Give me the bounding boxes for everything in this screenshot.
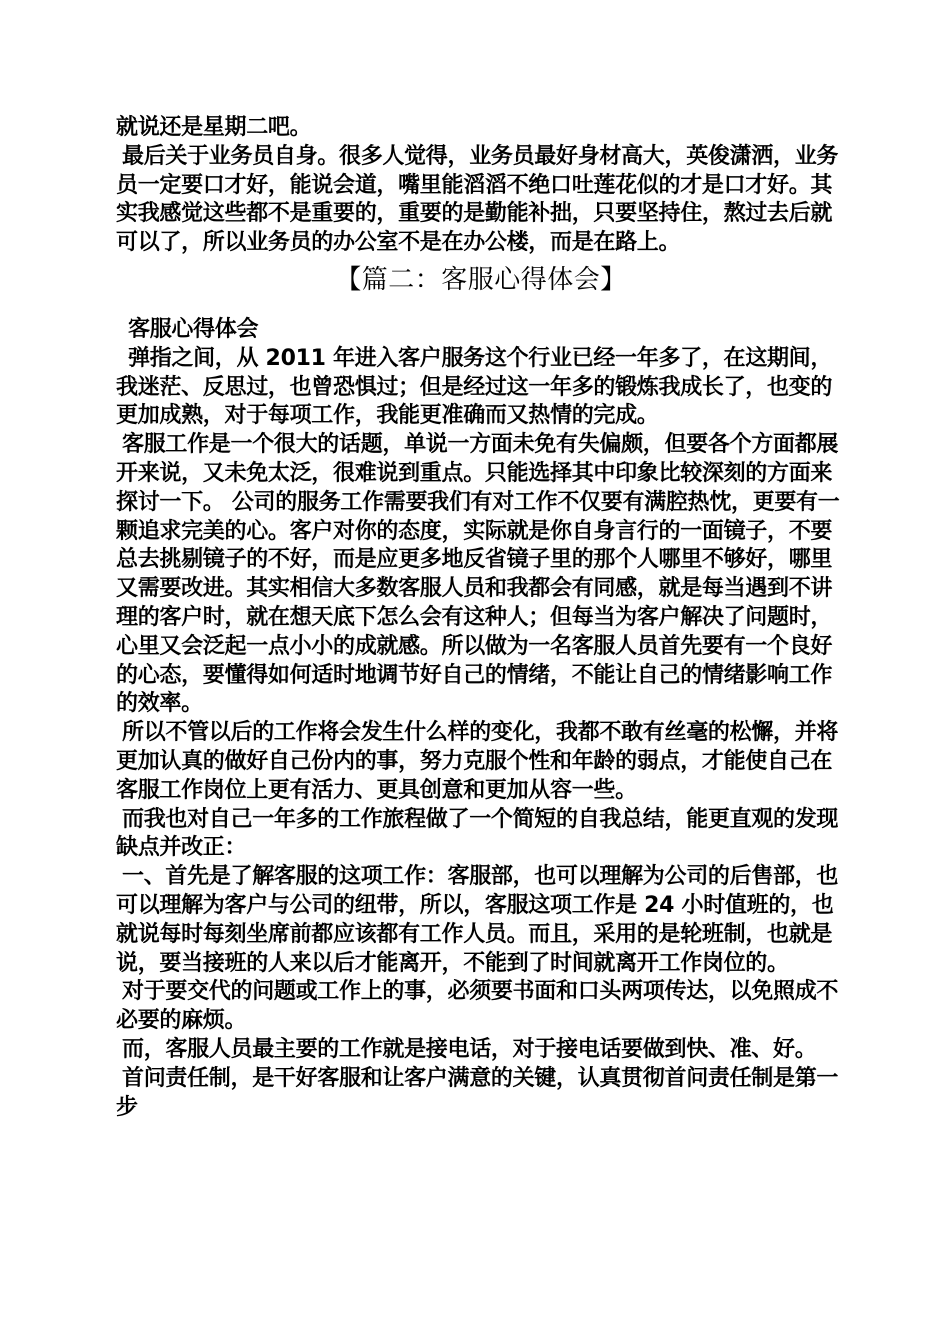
paragraph-intro: 弹指之间，从 2011 年进入客户服务这个行业已经一年多了，在这期间，我迷茫、反思过，也曾恐惧过；但是经过这一年多的锻炼我成长了，也变的更加成熟，对于每项工作，我能更准确而又热情的完成。 [116,345,833,429]
paragraph-salesman-tuesday: 就说还是星期二吧。 [116,115,312,140]
subheading: 客服心得体会 [128,316,259,342]
paragraph-point-one: 一、首先是了解客服的这项工作：客服部，也可以理解为公司的后售部，也可以理解为客户与公司的纽带，所以，客服这项工作是 24 小时值班的，也就说每时每刻坐席前都应该都有工作人员。而且，采用的是轮班制，也就是说，要当接班的人来以后才能离开，不能到了时间就离开工作岗位的。 [116,864,839,976]
paragraph-phone: 而，客服人员最主要的工作就是接电话，对于接电话要做到快、准、好。 [122,1036,817,1062]
paragraph-salesman-self: 最后关于业务员自身。很多人觉得，业务员最好身材高大，英俊潇洒，业务员一定要口才好，能说会道，嘴里能滔滔不绝口吐莲花似的才是口才好。其实我感觉这些都不是重要的，重要的是勤能补拙，只要坚持住，熬过去后就可以了，所以业务员的办公室不是在办公楼，而是在路上。 [116,143,839,256]
section-heading: 【篇二：客服心得体会】 [335,264,627,295]
paragraph-summary-intro: 而我也对自己一年多的工作旅程做了一个简短的自我总结，能更直观的发现缺点并改正： [116,806,839,861]
paragraph-attitude: 客服工作是一个很大的话题，单说一方面未免有失偏颇，但要各个方面都展开来说，又未免太泛，很难说到重点。只能选择其中印象比较深刻的方面来探讨一下。 公司的服务工作需要我们有对工作不仅要有满腔热忱，更要有一颗追求完美的心。客户对你的态度，实际就是你自身言行的一面镜子，不要总去挑剔镜子的不好，而是应更多地反省镜子里的那个人哪里不够好，哪里又需要改进。其实相信大多数客服人员和我都会有同感，就是每当遇到不讲理的客户时，就在想天底下怎么会有这种人；但每当为客户解决了问题时，心里又会泛起一点小小的成就感。所以做为一名客服人员首先要有一个良好的心态，要懂得如何适时地调节好自己的情绪，不能让自己的情绪影响工作的效率。 [116,432,840,717]
document-body [116,114,846,1122]
paragraph-first-responsibility: 首问责任制，是干好客服和让客户满意的关键，认真贯彻首问责任制是第一步 [116,1065,839,1120]
paragraph-commitment: 所以不管以后的工作将会发生什么样的变化，我都不敢有丝毫的松懈，并将更加认真的做好自己份内的事，努力克服个性和年龄的弱点，才能使自己在客服工作岗位上更有活力、更具创意和更加从容一些。 [116,720,839,803]
paragraph-handover: 对于要交代的问题或工作上的事，必须要书面和口头两项传达，以免照成不必要的麻烦。 [116,979,839,1034]
